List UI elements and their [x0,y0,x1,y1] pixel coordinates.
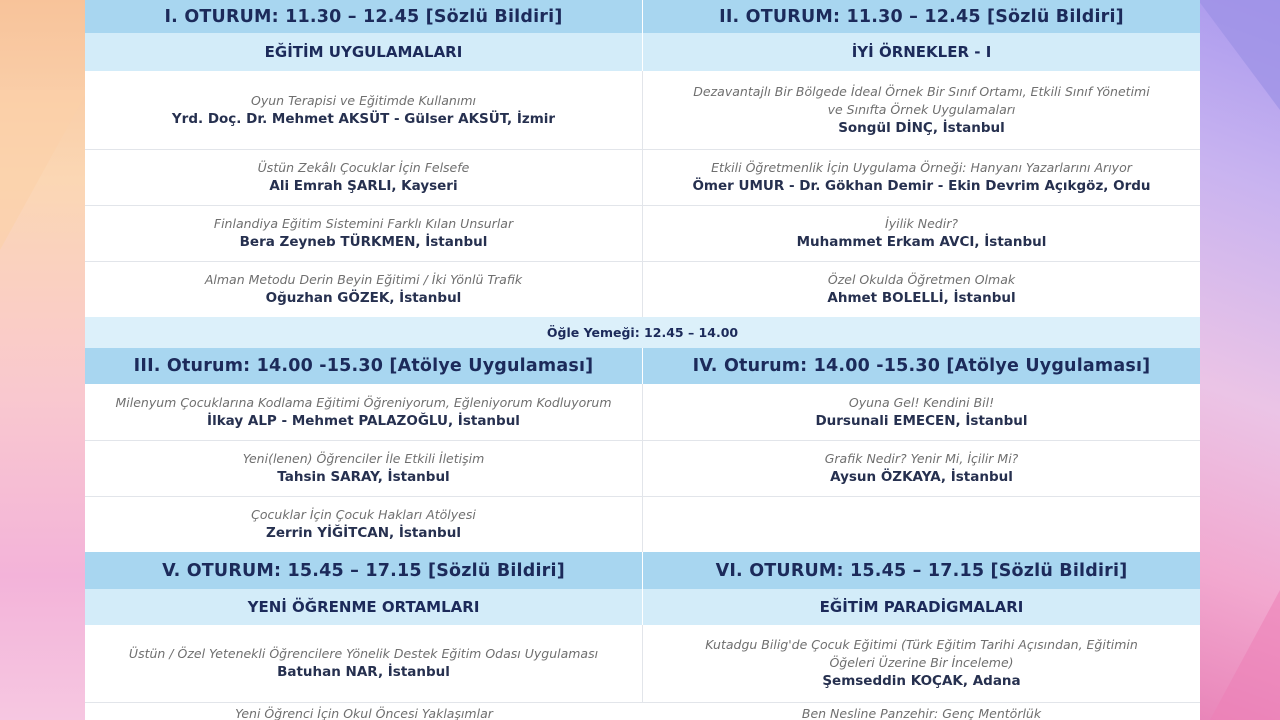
talk-title: İyilik Nedir? [885,215,958,231]
session-1-theme: EĞİTİM UYGULAMALARI [85,33,643,71]
talk-author: Bera Zeyneb TÜRKMEN, İstanbul [239,233,488,250]
talk-cell [85,261,643,317]
talk-cell [85,625,643,702]
talk-cell [85,702,643,720]
session-6-theme: EĞİTİM PARADİGMALARI [643,589,1200,625]
talk-title: Grafik Nedir? Yenir Mi, İçilir Mi? [824,450,1019,466]
talk-title-continued: Öğeleri Üzerine Bir İnceleme) [829,655,1014,670]
session-theme-row [85,33,1200,71]
table-row [85,440,1200,497]
talk-title: Milenyum Çocuklarına Kodlama Eğitimi Öğreniyorum, Eğleniyorum Kodluyorum [115,394,612,410]
talk-author: Muhammet Erkam AVCI, İstanbul [796,233,1047,250]
talk-cell [85,149,643,205]
talk-author: Dursunali EMECEN, İstanbul [815,412,1028,429]
lunch-break-label: Öğle Yemeği: 12.45 – 14.00 [85,317,1200,348]
session-theme-row [85,589,1200,625]
talk-author: İlkay ALP - Mehmet PALAZOĞLU, İstanbul [207,412,520,429]
talk-title: Dezavantajlı Bir Bölgede İdeal Örnek Bir Sınıf Ortamı, Etkili Sınıf Yönetimi [693,83,1150,99]
table-row [85,384,1200,441]
session-header-row [85,0,1200,33]
session-5-header: V. OTURUM: 15.45 – 17.15 [Sözlü Bildiri] [85,552,643,589]
talk-cell [643,625,1200,702]
talk-title: Yeni Öğrenci İçin Okul Öncesi Yaklaşımlar [235,706,493,720]
talk-author: Ali Emrah ŞARLI, Kayseri [269,177,458,194]
table-row [85,205,1200,262]
talk-author: Oğuzhan GÖZEK, İstanbul [265,289,462,306]
lunch-row [85,317,1200,348]
talk-author: Ahmet BOLELLİ, İstanbul [827,289,1016,306]
talk-author: Yrd. Doç. Dr. Mehmet AKSÜT - Gülser AKSÜT, İzmir [171,110,556,127]
background-shard [1210,590,1280,720]
session-2-header: II. OTURUM: 11.30 – 12.45 [Sözlü Bildiri] [643,0,1200,33]
program-table [85,0,1200,720]
talk-author: Ömer UMUR - Dr. Gökhan Demir - Ekin Devrim Açıkgöz, Ordu [692,177,1151,194]
talk-cell [85,496,643,552]
talk-title: Üstün / Özel Yetenekli Öğrencilere Yönelik Destek Eğitim Odası Uygulaması [128,646,599,661]
talk-cell [643,440,1200,496]
talk-author: Şemseddin KOÇAK, Adana [822,673,1021,689]
talk-cell [85,384,643,440]
session-header-row [85,552,1200,589]
session-2-theme: İYİ ÖRNEKLER - I [643,33,1200,71]
talk-title: Yeni(lenen) Öğrenciler İle Etkili İletişim [242,450,485,466]
talk-title: Oyuna Gel! Kendini Bil! [848,394,995,410]
talk-author: Batuhan NAR, İstanbul [277,664,450,680]
talk-author: Tahsin SARAY, İstanbul [277,468,450,485]
talk-title: Çocuklar İçin Çocuk Hakları Atölyesi [251,506,476,522]
talk-title-continued: ve Sınıfta Örnek Uygulamaları [827,101,1016,117]
session-6-header: VI. OTURUM: 15.45 – 17.15 [Sözlü Bildiri] [643,552,1200,589]
talk-cell [643,71,1200,149]
background-shard [0,90,88,250]
session-5-theme: YENİ ÖĞRENME ORTAMLARI [85,589,643,625]
table-row [85,71,1200,150]
session-header-row [85,348,1200,384]
table-row [85,149,1200,206]
talk-title: Etkili Öğretmenlik İçin Uygulama Örneği: Hanyanı Yazarlarını Arıyor [711,159,1132,175]
talk-cell [85,205,643,261]
talk-title: Üstün Zekâlı Çocuklar İçin Felsefe [257,159,470,175]
talk-cell [643,384,1200,440]
talk-title: Alman Metodu Derin Beyin Eğitimi / İki Yönlü Trafik [204,271,523,287]
talk-title: Finlandiya Eğitim Sistemini Farklı Kılan Unsurlar [213,215,514,231]
talk-cell [643,261,1200,317]
talk-cell [643,205,1200,261]
session-1-header: I. OTURUM: 11.30 – 12.45 [Sözlü Bildiri] [85,0,643,33]
talk-title: Özel Okulda Öğretmen Olmak [827,271,1016,287]
talk-cell [643,702,1200,720]
session-3-header: III. Oturum: 14.00 -15.30 [Atölye Uygulaması] [85,348,643,384]
talk-title: Ben Nesline Panzehir: Genç Mentörlük [801,706,1042,720]
talk-title: Oyun Terapisi ve Eğitimde Kullanımı [251,92,476,108]
table-row [85,702,1200,720]
background-shard [1198,0,1280,110]
talk-author: Aysun ÖZKAYA, İstanbul [830,468,1013,485]
empty-cell [643,496,1200,552]
talk-cell [643,149,1200,205]
table-row [85,261,1200,318]
talk-title: Kutadgu Bilig'de Çocuk Eğitimi (Türk Eğitim Tarihi Açısından, Eğitimin [705,637,1138,652]
talk-cell [85,440,643,496]
session-4-header: IV. Oturum: 14.00 -15.30 [Atölye Uygulaması] [643,348,1200,384]
talk-author: Zerrin YİĞİTCAN, İstanbul [266,524,461,541]
talk-author: Songül DİNÇ, İstanbul [838,119,1005,136]
table-row [85,496,1200,553]
talk-cell [85,71,643,149]
table-row [85,625,1200,703]
